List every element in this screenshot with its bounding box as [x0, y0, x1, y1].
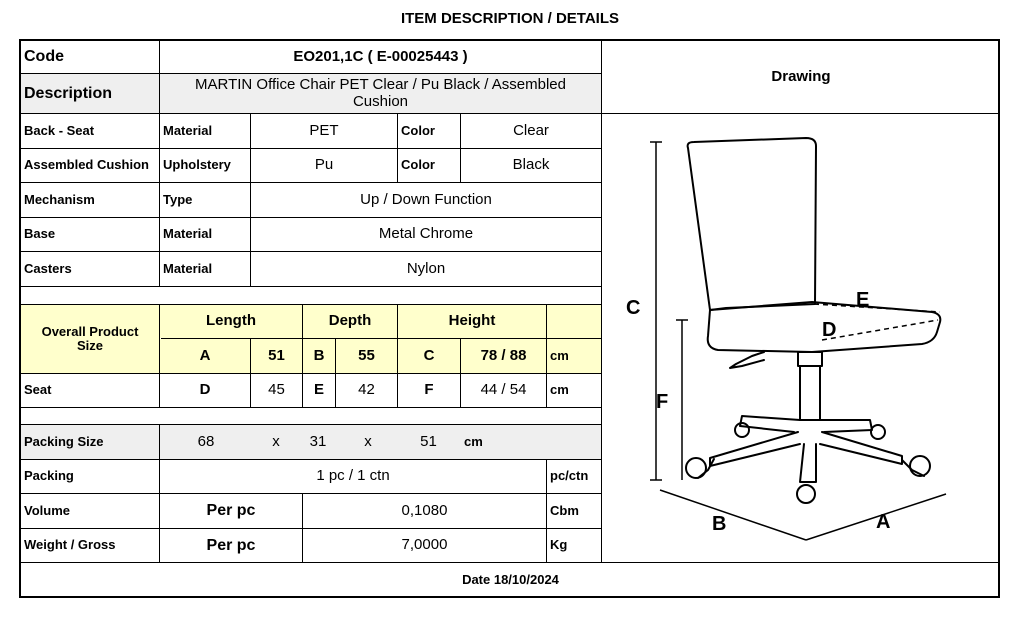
chair-lever: [730, 352, 764, 368]
chair-base-leg: [710, 432, 800, 466]
packing-unit: pc/ctn: [550, 468, 589, 484]
seat-height-value: 44 / 54: [480, 381, 527, 399]
volume-value: 0,1080: [401, 501, 448, 519]
dimension-f-label: F: [656, 391, 669, 413]
dimension-e-label: E: [856, 289, 870, 311]
spec-part: Back - Seat: [24, 122, 95, 138]
spec-value: Pu: [314, 156, 334, 174]
height-value: 78 / 88: [461, 339, 546, 373]
volume-unit: Cbm: [550, 502, 579, 518]
office-chair-drawing-icon: [602, 114, 998, 562]
packing-times-1: x: [272, 432, 280, 450]
dim-letter-f: F: [424, 381, 434, 399]
spec-value: PET: [309, 121, 339, 139]
volume-label: Volume: [24, 502, 70, 518]
length-header: Length: [160, 305, 302, 338]
packing-value: 1 pc / 1 ctn: [316, 467, 390, 485]
spec-part: Assembled Cushion: [24, 157, 149, 173]
chair-mechanism: [798, 352, 822, 366]
description-label: Description: [21, 74, 159, 113]
dim-letter-d: D: [199, 381, 211, 399]
spec-attr: Material: [163, 260, 213, 276]
chair-backrest: [688, 138, 816, 310]
seat-label: Seat: [24, 382, 52, 398]
weight-label: Weight / Gross: [24, 537, 116, 553]
page-title: ITEM DESCRIPTION / DETAILS: [400, 10, 620, 27]
spec-color: Clear: [513, 121, 549, 139]
dim-letter-c: C: [398, 339, 460, 373]
packing-width: 31: [309, 432, 327, 450]
spec-part: Base: [24, 226, 56, 242]
dimension-c-label: C: [626, 297, 641, 319]
spec-value: Up / Down Function: [360, 190, 492, 208]
chair-base-leg: [820, 420, 872, 432]
chair-caster: [735, 423, 749, 437]
code-value: EO201,1C ( E-00025443 ): [293, 47, 468, 65]
spec-value: Nylon: [406, 259, 446, 277]
packing-height: 51: [420, 432, 437, 450]
volume-per: Per pc: [206, 502, 256, 520]
spec-attr: Material: [163, 226, 213, 242]
code-label: Code: [24, 48, 64, 66]
drawing-label: Drawing: [771, 67, 831, 85]
dimension-d-label: D: [822, 319, 837, 341]
packing-size-label: Packing Size: [21, 425, 159, 459]
spec-part: Mechanism: [24, 191, 95, 207]
spec-color-label: Color: [401, 157, 435, 173]
length-value: 51: [251, 339, 302, 373]
dimension-b-line: [660, 490, 806, 540]
weight-unit: Kg: [550, 537, 568, 553]
seat-width-value: 42: [358, 381, 375, 399]
depth-header: Depth: [303, 305, 397, 338]
spec-color: Black: [512, 156, 550, 174]
dim-letter-e: E: [313, 381, 324, 399]
depth-value: 55: [336, 339, 397, 373]
dim-letter-b: B: [303, 339, 335, 373]
weight-per: Per pc: [206, 536, 256, 554]
spec-part: Casters: [24, 260, 72, 276]
grid-line: [21, 286, 601, 287]
spec-value: Metal Chrome: [378, 225, 474, 243]
spec-color-label: Color: [401, 122, 435, 138]
packing-label: Packing: [24, 468, 74, 484]
dim-letter-a: A: [160, 339, 250, 373]
grid-line: [21, 407, 601, 408]
packing-length: 68: [197, 432, 215, 450]
overall-unit: cm: [547, 339, 601, 373]
empty-cell: [547, 305, 601, 338]
dimension-a-label: A: [876, 511, 891, 533]
height-header: Height: [398, 305, 546, 338]
spec-attr: Upholstery: [163, 157, 231, 173]
spec-attr: Type: [163, 191, 193, 207]
packing-size-unit: cm: [464, 433, 483, 449]
spec-attr: Material: [163, 122, 213, 138]
seat-depth-value: 45: [268, 381, 285, 399]
weight-value: 7,0000: [401, 536, 448, 554]
dimension-d-line: [822, 320, 938, 340]
date-footer: Date 18/10/2024: [462, 572, 559, 588]
description-value: MARTIN Office Chair PET Clear / Pu Black / Assembled Cushion: [160, 74, 601, 113]
chair-caster: [871, 425, 885, 439]
chair-base-leg: [820, 432, 902, 464]
dimension-b-label: B: [712, 513, 727, 535]
packing-times-2: x: [364, 432, 372, 450]
chair-base-leg: [800, 444, 816, 482]
chair-caster: [797, 485, 815, 503]
seat-unit: cm: [550, 382, 569, 398]
chair-gas-lift: [800, 366, 820, 420]
overall-size-label: Overall Product Size: [21, 305, 159, 373]
